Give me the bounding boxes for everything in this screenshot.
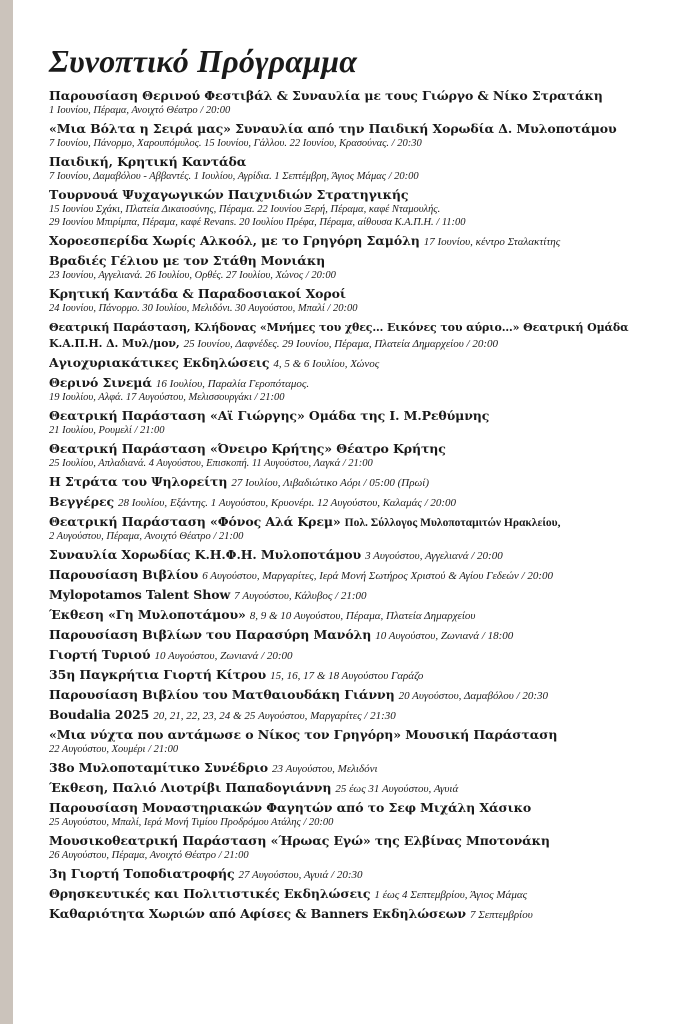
event-schedule: 23 Ιουνίου, Αγγελιανά. 26 Ιουλίου, Ορθές. 27 Ιουλίου, Χώνος / 20:00 — [49, 270, 336, 281]
event-title: Παρουσίαση Μοναστηριακών Φαγητών από το Σεφ Μιχάλη Χάσικο — [49, 800, 532, 815]
event-schedule: 19 Ιουλίου, Αλφά. 17 Αυγούστου, Μελισσουργάκι / 21:00 — [49, 392, 285, 403]
event-heading-line — [49, 886, 674, 902]
event-heading-line — [49, 567, 674, 583]
event-heading-line — [49, 667, 674, 683]
event-detail: 25 έως 31 Αυγούστου, Αγυιά — [335, 783, 459, 795]
event-schedule: 7 Ιουνίου, Πάνορμο, Χαρουπόμυλος. 15 Ιουνίου, Γάλλου. 22 Ιουνίου, Κρασούνας. / 20:30 — [49, 138, 422, 149]
event-schedule: 21 Ιουλίου, Ρουμελί / 21:00 — [49, 425, 165, 436]
event-item — [49, 154, 674, 183]
event-detail: 20, 21, 22, 23, 24 & 25 Αυγούστου, Μαργαρίτες / 21:30 — [153, 710, 396, 722]
event-heading-line — [49, 627, 674, 643]
event-detail: 4, 5 & 6 Ιουλίου, Χώνος — [273, 358, 380, 370]
event-heading-line — [49, 587, 674, 603]
event-title: Θερινό Σινεμά — [49, 375, 152, 390]
event-heading-line — [49, 494, 674, 510]
event-item — [49, 441, 674, 470]
event-item — [49, 760, 674, 776]
event-schedule-line — [49, 391, 674, 404]
event-item — [49, 800, 674, 829]
event-schedule-line — [49, 302, 674, 315]
event-item — [49, 707, 674, 723]
event-heading-line — [49, 760, 674, 776]
event-heading-line — [49, 647, 674, 663]
event-title: 38ο Μυλοποταμίτικο Συνέδριο — [49, 760, 269, 775]
event-heading-line — [49, 906, 674, 922]
event-detail: 16 Ιουλίου, Παραλία Γεροπόταμος. — [155, 378, 310, 390]
event-item — [49, 121, 674, 150]
event-heading-line — [49, 514, 674, 530]
event-title: Θεατρική Παράσταση «Φόνος Αλά Κρεμ» — [49, 514, 341, 529]
event-schedule-line — [49, 816, 674, 829]
event-title: Boudalia 2025 — [49, 707, 150, 722]
event-item — [49, 319, 674, 351]
event-heading-line — [49, 474, 674, 490]
event-title: Αγιοχυριακάτικες Εκδηλώσεις — [49, 355, 270, 370]
event-item — [49, 474, 674, 490]
event-title: Η Στράτα του Ψηλορείτη — [49, 474, 228, 489]
event-schedule: 25 Ιουλίου, Απλαδιανά. 4 Αυγούστου, Επισκοπή. 11 Αυγούστου, Λαγκά / 21:00 — [49, 458, 373, 469]
event-detail: 8, 9 & 10 Αυγούστου, Πέραμα, Πλατεία Δημαρχείου — [249, 610, 476, 622]
event-item — [49, 567, 674, 583]
event-item — [49, 355, 674, 371]
event-title: Παρουσίαση Βιβλίου του Ματθαιουδάκη Γιάννη — [49, 687, 395, 702]
event-heading-line — [49, 319, 674, 335]
event-item — [49, 833, 674, 862]
event-heading-line — [49, 88, 674, 104]
event-title: Θεατρική Παράσταση, Κλήδονας «Μνήμες του χθες… Εικόνες του αύριο…» Θεατρική Ομάδα — [49, 321, 629, 334]
event-detail: 27 Ιουλίου, Λιβαδιώτικο Αόρι / 05:00 (Πρωί) — [231, 477, 430, 489]
event-schedule-line — [49, 849, 674, 862]
event-title: Συναυλία Χορωδίας Κ.Η.Φ.Η. Μυλοποτάμου — [49, 547, 362, 562]
event-title: Παρουσίαση Βιβλίου — [49, 567, 199, 582]
event-detail: 23 Αυγούστου, Μελιδόνι — [272, 763, 378, 775]
event-item — [49, 187, 674, 229]
event-schedule-line — [49, 203, 674, 216]
event-title: Κρητική Καντάδα & Παραδοσιακοί Χοροί — [49, 286, 346, 301]
event-detail: Πολ. Σύλλογος Μυλοποταμιτών Ηρακλείου, — [344, 517, 561, 529]
event-detail: 7 Αυγούστου, Κάλυβος / 21:00 — [234, 590, 367, 602]
event-item — [49, 547, 674, 563]
event-title: Mylopotamos Talent Show — [49, 587, 231, 602]
event-title: Παρουσίαση Βιβλίων του Παρασύρη Μανόλη — [49, 627, 372, 642]
event-title: Έκθεση «Γη Μυλοποτάμου» — [49, 607, 246, 622]
event-detail: 15, 16, 17 & 18 Αυγούστου Γαράζο — [270, 670, 424, 682]
page-title: Συνοπτικό Πρόγραμμα — [49, 43, 358, 79]
event-item — [49, 727, 674, 756]
event-detail: 27 Αυγούστου, Αγυιά / 20:30 — [238, 869, 363, 881]
event-schedule: 26 Αυγούστου, Πέραμα, Ανοιχτό Θέατρο / 21:00 — [49, 850, 249, 861]
event-item — [49, 780, 674, 796]
page-edge-band — [0, 0, 13, 1024]
event-item — [49, 587, 674, 603]
event-title: Έκθεση, Παλιό Λιοτρίβι Παπαδογιάννη — [49, 780, 332, 795]
event-title: Κ.Α.Π.Η. Δ. Μυλ/μον, — [49, 337, 180, 350]
event-item — [49, 627, 674, 643]
event-title: Βραδιές Γέλιου με τον Στάθη Μονιάκη — [49, 253, 326, 268]
event-schedule: 29 Ιουνίου Μπιρίμπα, Πέραμα, καφέ Revans. 20 Ιουλίου Πρέφα, Πέραμα, αίθουσα Κ.Α.Π.Η. / 11:00 — [49, 217, 466, 228]
event-schedule: 25 Αυγούστου, Μπαλί, Ιερά Μονή Τιμίου Προδρόμου Ατάλης / 20:00 — [49, 817, 334, 828]
event-heading-line — [49, 687, 674, 703]
event-item — [49, 253, 674, 282]
event-schedule: 15 Ιουνίου Σχάκι, Πλατεία Δικαιοσύνης, Πέραμα. 22 Ιουνίου Ξερή, Πέραμα, καφέ Νταμουλής. — [49, 204, 441, 215]
event-title: «Μια νύχτα που αντάμωσε ο Νίκος τον Γρηγόρη» Μουσική Παράσταση — [49, 727, 558, 742]
event-schedule-line — [49, 743, 674, 756]
event-item — [49, 514, 674, 543]
event-title: Γιορτή Τυριού — [49, 647, 151, 662]
event-detail: 20 Αυγούστου, Δαμαβόλου / 20:30 — [398, 690, 549, 702]
event-detail: 10 Αυγούστου, Ζωνιανά / 20:00 — [154, 650, 293, 662]
event-heading-line — [49, 833, 674, 849]
event-title: Παρουσίαση Θερινού Φεστιβάλ & Συναυλία με τους Γιώργο & Νίκο Στρατάκη — [49, 88, 603, 103]
event-heading-line — [49, 707, 674, 723]
event-schedule: 2 Αυγούστου, Πέραμα, Ανοιχτό Θέατρο / 21:00 — [49, 531, 244, 542]
event-item — [49, 286, 674, 315]
event-schedule: 7 Ιουνίου, Δαμαβόλου - Αββαντές. 1 Ιουλίου, Αγρίδια. 1 Σεπτέμβρη, Άγιος Μάμας / 20:00 — [49, 171, 419, 182]
event-title: Χοροεσπερίδα Χωρίς Αλκοόλ, με το Γρηγόρη Σαμόλη — [49, 233, 420, 248]
event-title: Θρησκευτικές και Πολιτιστικές Εκδηλώσεις — [49, 886, 371, 901]
event-heading-line — [49, 727, 674, 743]
event-schedule-line — [49, 269, 674, 282]
event-heading-line — [49, 121, 674, 137]
event-item — [49, 494, 674, 510]
event-item — [49, 866, 674, 882]
event-item — [49, 88, 674, 117]
event-heading-line — [49, 547, 674, 563]
event-item — [49, 233, 674, 249]
event-title: Θεατρική Παράσταση «Όνειρο Κρήτης» Θέατρο Κρήτης — [49, 441, 446, 456]
event-heading-line — [49, 355, 674, 371]
event-schedule-line — [49, 137, 674, 150]
event-heading-line — [49, 607, 674, 623]
event-heading-line — [49, 286, 674, 302]
event-schedule-line — [49, 530, 674, 543]
event-detail: 1 έως 4 Σεπτεμβρίου, Άγιος Μάμας — [374, 889, 528, 901]
event-schedule: 22 Αυγούστου, Χουμέρι / 21:00 — [49, 744, 179, 755]
event-heading-line — [49, 233, 674, 249]
event-heading-line — [49, 253, 674, 269]
event-title: Παιδική, Κρητική Καντάδα — [49, 154, 247, 169]
event-item — [49, 687, 674, 703]
event-heading-line — [49, 800, 674, 816]
event-detail: 25 Ιουνίου, Δαφνέδες. 29 Ιουνίου, Πέραμα, Πλατεία Δημαρχείου / 20:00 — [183, 338, 498, 350]
event-schedule-line — [49, 170, 674, 183]
event-detail: 3 Αυγούστου, Αγγελιανά / 20:00 — [365, 550, 503, 562]
event-title: Τουρνουά Ψυχαγωγικών Παιχνιδιών Στρατηγικής — [49, 187, 409, 202]
event-detail: 6 Αυγούστου, Μαργαρίτες, Ιερά Μονή Σωτήρος Χριστού & Αγίου Γεδεών / 20:00 — [202, 570, 554, 582]
event-item — [49, 906, 674, 922]
event-heading-line — [49, 866, 674, 882]
event-schedule: 24 Ιουνίου, Πάνορμο. 30 Ιουλίου, Μελιδόνι. 30 Αυγούστου, Μπαλί / 20:00 — [49, 303, 358, 314]
event-detail: 17 Ιουνίου, κέντρο Σταλακτίτης — [423, 236, 561, 248]
event-item — [49, 408, 674, 437]
event-detail: 10 Αυγούστου, Ζωνιανά / 18:00 — [375, 630, 514, 642]
event-schedule-line — [49, 216, 674, 229]
event-title: Βεγγέρες — [49, 494, 114, 509]
event-item — [49, 607, 674, 623]
event-item — [49, 886, 674, 902]
event-schedule: 1 Ιουνίου, Πέραμα, Ανοιχτό Θέατρο / 20:00 — [49, 105, 231, 116]
event-heading-line — [49, 187, 674, 203]
event-title: «Μια Βόλτα η Σειρά μας» Συναυλία από την Παιδική Χορωδία Δ. Μυλοποτάμου — [49, 121, 617, 136]
event-detail: 7 Σεπτεμβρίου — [469, 909, 533, 921]
event-schedule-line — [49, 104, 674, 117]
event-item — [49, 375, 674, 404]
event-heading-line — [49, 780, 674, 796]
event-heading-line — [49, 375, 674, 391]
event-schedule-line — [49, 424, 674, 437]
event-heading-line — [49, 335, 674, 351]
event-title: Θεατρική Παράσταση «Αϊ Γιώργης» Ομάδα της Ι. Μ.Ρεθύμνης — [49, 408, 490, 423]
event-title: Καθαριότητα Χωριών από Αφίσες & Banners Εκδηλώσεων — [49, 906, 466, 921]
event-item — [49, 647, 674, 663]
event-heading-line — [49, 154, 674, 170]
event-list — [49, 88, 674, 926]
event-detail: 28 Ιουλίου, Εξάντης. 1 Αυγούστου, Κρυονέρι. 12 Αυγούστου, Καλαμάς / 20:00 — [117, 497, 457, 509]
event-title: 35η Παγκρήτια Γιορτή Κίτρου — [49, 667, 267, 682]
event-heading-line — [49, 408, 674, 424]
event-title: 3η Γιορτή Τοποδιατροφής — [49, 866, 235, 881]
event-title: Μουσικοθεατρική Παράσταση «Ήρωας Εγώ» της Ελβίνας Μποτονάκη — [49, 833, 550, 848]
event-schedule-line — [49, 457, 674, 470]
event-item — [49, 667, 674, 683]
event-heading-line — [49, 441, 674, 457]
